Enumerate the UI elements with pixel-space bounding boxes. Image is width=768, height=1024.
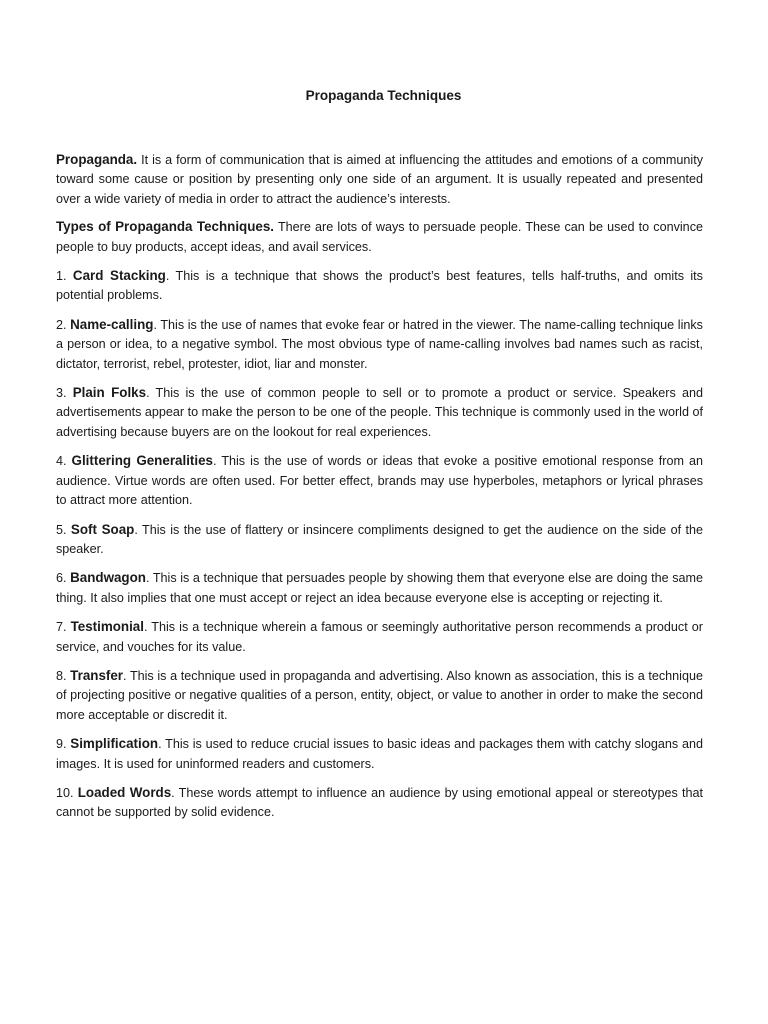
technique-number: 2. [56, 317, 71, 332]
technique-simplification [56, 734, 703, 774]
technique-number: 6. [56, 571, 71, 586]
technique-text: . This is a technique wherein a famous or seemingly authoritative person recommends a product or service, and vouches for its value. [56, 620, 703, 654]
technique-text: . This is a technique used in propaganda and advertising. Also known as association, this is a technique of projecting positive or negative qualities of a person, entity, object, or value to another in order to make the second more acceptable or discredit it. [56, 668, 703, 722]
intro-term: Propaganda. [56, 152, 138, 167]
technique-loaded-words [56, 783, 703, 823]
types-term: Types of Propaganda Techniques. [56, 219, 275, 235]
technique-term: Name-calling [70, 316, 154, 332]
technique-number: 10. [56, 785, 78, 800]
intro-text: It is a form of communication that is aimed at influencing the attitudes and emotions of a community toward some cause or position by presenting only one side of an argument. It is usually repeated and presented over a wide variety of media in order to attract the audience’s interests. [56, 153, 703, 206]
technique-number: 1. [56, 269, 73, 284]
technique-term: Loaded Words [77, 784, 172, 800]
technique-number: 5. [56, 522, 71, 537]
technique-text: . This is used to reduce crucial issues to basic ideas and packages them with catchy slogans and images. It is used for uninformed readers and customers. [56, 737, 703, 771]
technique-number: 7. [56, 620, 71, 635]
technique-number: 8. [56, 668, 71, 683]
technique-text: . This is a technique that persuades people by showing them that everyone else are doing the same thing. It also implies that one must accept or reject an idea because everyone else is accepting or rejecting it. [56, 571, 703, 605]
technique-testimonial [56, 617, 703, 657]
technique-term: Card Stacking [72, 268, 166, 284]
technique-text: . This is a technique that shows the product’s best features, tells half-truths, and omits its potential problems. [56, 269, 703, 303]
technique-number: 3. [56, 386, 73, 401]
technique-text: . This is the use of words or ideas that evoke a positive emotional response from an audience. Virtue words are often used. For better effect, brands may use hyperboles, metaphors or lyrical phrases to attract more attention. [56, 454, 703, 508]
technique-text: . This is the use of common people to sell or to promote a product or service. Speakers and advertisements appear to make the person to be one of the people. This technique is commonly used in the world of advertising because buyers are on the lookout for real experiences. [56, 386, 703, 439]
technique-number: 9. [56, 737, 71, 752]
technique-transfer [56, 666, 703, 725]
technique-name-calling [56, 315, 703, 374]
intro-paragraph [56, 150, 703, 209]
technique-soft-soap [56, 520, 703, 560]
technique-card-stacking [56, 266, 703, 306]
technique-bandwagon [56, 568, 703, 608]
technique-term: Glittering Generalities [71, 453, 213, 469]
page-title: Propaganda Techniques [305, 88, 462, 103]
technique-plain-folks [56, 383, 703, 442]
types-text: There are lots of ways to persuade people. These can be used to convince people to buy products, accept ideas, and avail services. [56, 220, 703, 254]
types-paragraph [56, 217, 703, 257]
technique-number: 4. [56, 454, 72, 469]
technique-term: Testimonial [70, 619, 144, 635]
technique-text: . These words attempt to influence an audience by using emotional appeal or stereotypes that cannot be supported by solid evidence. [56, 785, 703, 820]
technique-glittering-generalities [56, 451, 703, 510]
technique-text: . This is the use of flattery or insincere compliments designed to get the audience on the side of the speaker. [56, 522, 703, 556]
technique-term: Transfer [70, 667, 124, 683]
technique-term: Simplification [70, 736, 159, 752]
technique-text: . This is the use of names that evoke fear or hatred in the viewer. The name-calling technique links a person or idea, to a negative symbol. The most obvious type of name-calling involves bad names such as racist, dictator, terrorist, rebel, protester, idiot, liar and monster. [56, 317, 703, 371]
technique-term: Plain Folks [72, 385, 147, 401]
technique-term: Bandwagon [70, 570, 146, 586]
technique-term: Soft Soap [70, 521, 135, 537]
